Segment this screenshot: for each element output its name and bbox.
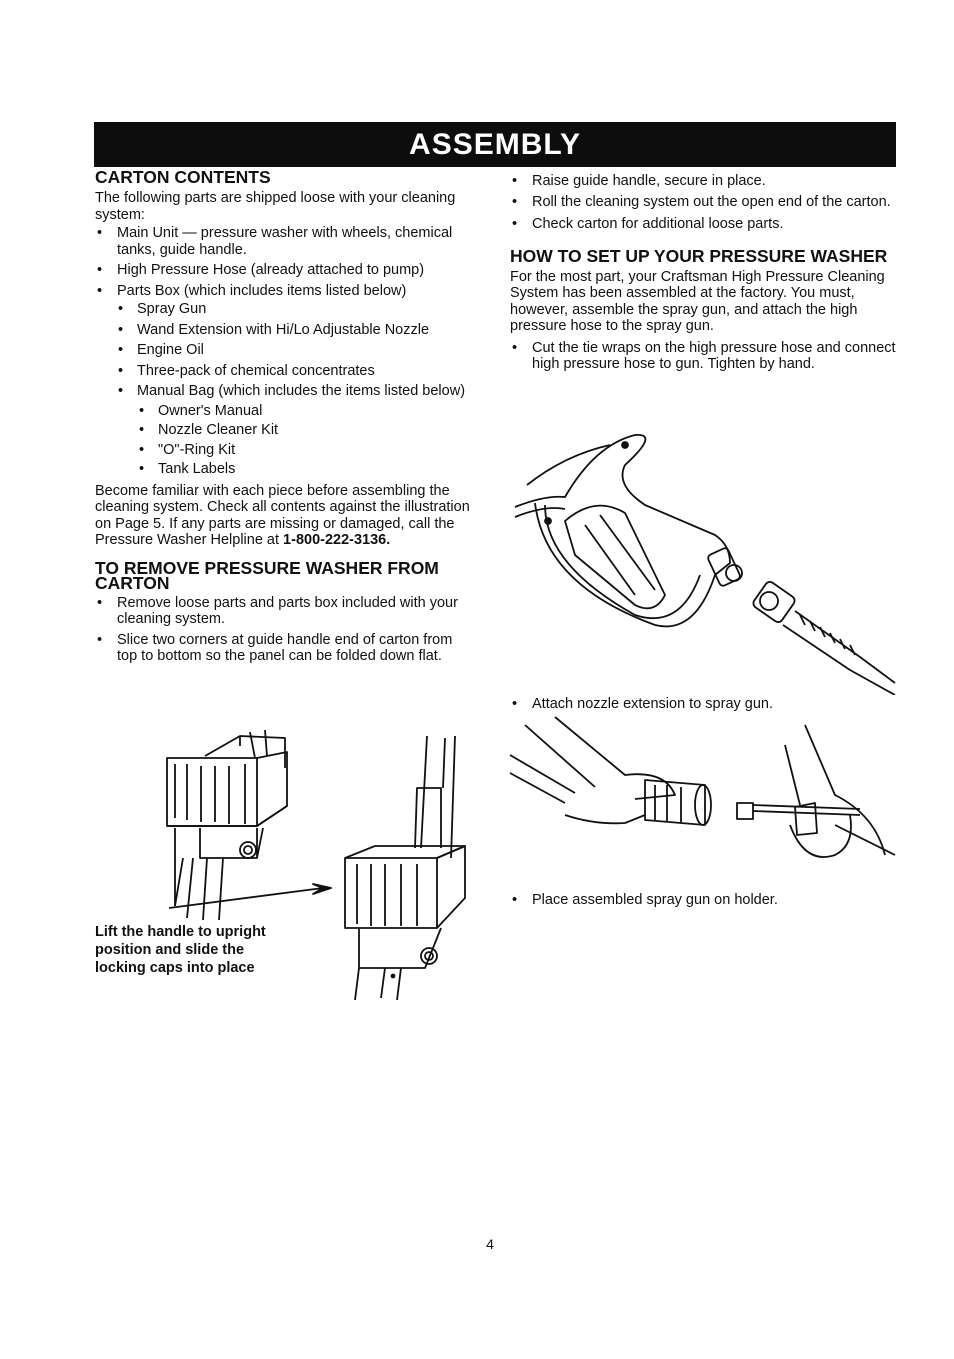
carton-contents-heading: CARTON CONTENTS [95,167,271,187]
right-column [510,173,905,373]
setup-heading: HOW TO SET UP YOUR PRESSURE WASHER [510,245,888,266]
manual-bag-list [95,403,480,478]
list-item: • High Pressure Hose (already attached to pump) [95,262,480,279]
list-item: • Three-pack of chemical concentrates [116,363,480,380]
left-column [95,168,480,665]
page-number: 4 [486,1236,494,1252]
list-item: • Main Unit — pressure washer with wheels, chemical tanks, guide handle. [95,225,480,258]
list-item: • Roll the cleaning system out the open end of the carton. [510,194,905,211]
list-item: • Check carton for additional loose parts. [510,216,905,233]
attach-step [510,696,890,713]
list-item: • Remove loose parts and parts box included with your cleaning system. [95,595,480,628]
list-item: • "O"-Ring Kit [137,442,480,459]
list-item: • Engine Oil [116,342,480,359]
parts-box-list [95,301,480,400]
list-item: • Raise guide handle, secure in place. [510,173,905,190]
list-item: • Attach nozzle extension to spray gun. [510,696,890,713]
list-item: • Manual Bag (which includes the items listed below) [116,383,480,400]
list-item: • Parts Box (which includes items listed below) [95,283,480,300]
list-item: • Slice two corners at guide handle end of carton from top to bottom so the panel can be folded down flat. [95,632,480,665]
helpline-phone: 1-800-222-3136. [283,532,391,548]
familiar-paragraph [95,483,480,549]
list-item: • Spray Gun [116,301,480,318]
section-banner: ASSEMBLY [94,122,896,167]
remove-list [95,595,480,665]
nozzle-attach-illustration [505,715,900,865]
familiar-text: Become familiar with each piece before assembling the cleaning system. Check all contents against the illustration on Page 5. If any parts are missing or damaged, call the Pressure Washer Helpline at [95,482,470,548]
remove-heading: TO REMOVE PRESSURE WASHER FROM CARTON [95,557,439,593]
carton-contents-list [95,225,480,299]
spray-gun-hose-illustration [505,425,900,695]
list-item: • Place assembled spray gun on holder. [510,892,890,909]
place-step [510,892,890,909]
list-item: • Cut the tie wraps on the high pressure hose and connect high pressure hose to gun. Tighten by hand. [510,340,905,373]
carton-steps-list [510,173,905,233]
setup-intro: For the most part, your Craftsman High Pressure Cleaning System has been assembled at the factory. You must, however, assemble the spray gun, and attach the high pressure hose to the spray gun. [510,268,885,334]
list-item: • Owner's Manual [137,403,480,420]
list-item: • Tank Labels [137,461,480,478]
list-item: • Nozzle Cleaner Kit [137,422,480,439]
carton-contents-intro: The following parts are shipped loose with your cleaning system: [95,190,456,223]
setup-steps-list [510,340,905,373]
list-item: • Wand Extension with Hi/Lo Adjustable Nozzle [116,322,480,339]
handle-caption: Lift the handle to upright position and slide the locking caps into place [95,924,266,976]
